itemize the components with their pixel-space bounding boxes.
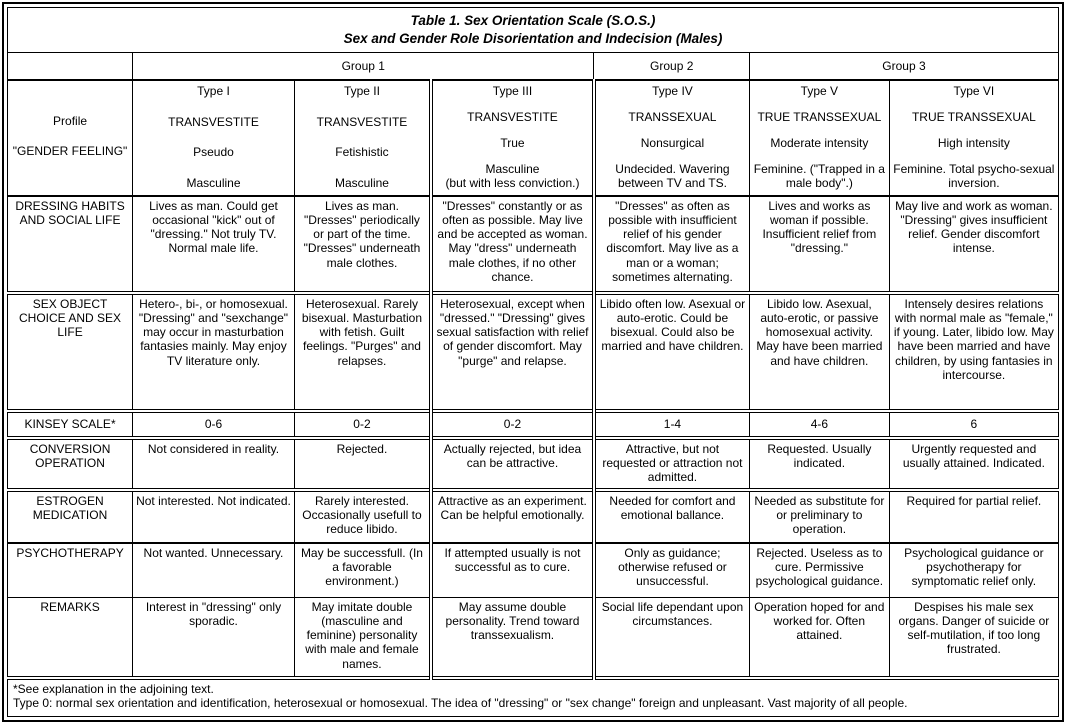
table-cell: Needed as substitute for or preliminary to operation. [749,490,889,543]
table-cell: If attempted usually is not successful as to cure. [431,543,594,598]
type-feeling-line-1: Masculine [485,161,540,176]
footnote-line-2: Type 0: normal sex orientation and identification, heterosexual or homosexual. The idea of "dressing" or "sex change" foreign and unpleasant. Vast majority of all people. [13,696,908,711]
type-feeling-line-1: Masculine [334,175,389,190]
table-cell: "Dresses" constantly or as often as possible. May live and be accepted as woman. May "dress" underneath male clothes, if no other chance. [431,196,594,293]
group-header-row [8,53,1059,81]
kinsey-cell: 0-2 [431,411,594,438]
table-cell: Attractive as an experiment. Can be helpful emotionally. [431,490,594,543]
footnote-line-1: *See explanation in the adjoining text. [13,682,214,696]
group-1-header: Group 1 [133,53,594,81]
type-feeling-line-1: Feminine. ("Trapped in a male body".) [753,161,885,190]
profile-type-6 [889,80,1058,196]
type-feeling [136,176,291,190]
table-cell: Heterosexual, except when "dressed." "Dressing" gives sexual satisfaction with relief of gender discomfort. May "purge" and relapse. [431,293,594,411]
type-name: TRANSVESTITE [316,114,408,129]
table-cell: Lives as man. "Dresses" periodically or part of the time. "Dresses" underneath male clothes. [294,196,431,293]
table-cell: May live and work as woman. "Dressing" gives insufficient relief. Gender discomfort intense. [889,196,1058,293]
table-cell: Libido low. Asexual, auto-erotic, or passive homosexual activity. May have been married and have children. [749,293,889,411]
type-heading: Type III [492,84,533,98]
profile-type-5 [749,80,889,196]
title-line-1: Table 1. Sex Orientation Scale (S.O.S.) [410,12,656,28]
kinsey-cell: 6 [889,411,1058,438]
table-cell: "Dresses" as often as possible with insufficient relief of his gender discomfort. May live as a man or a woman; sometimes alternating. [594,196,750,293]
type-feeling-line-2: (but with less conviction.) [445,175,580,190]
type-heading: Type II [343,84,380,98]
type-name: TRUE TRANSSEXUAL [911,109,1036,124]
sex-object-row [8,293,1059,411]
profile-type-1 [133,80,295,196]
profile-row-label [8,80,133,196]
footnotes [8,678,1059,717]
table-cell: Intensely desires relations with normal male as "female," if young. Later, libido low. May have been married and have children, by using fantasies in intercourse. [889,293,1058,411]
table-cell: Despises his male sex organs. Danger of suicide or self-mutilation, if too long frustrated. [889,598,1058,679]
type-name: TRUE TRANSSEXUAL [757,109,882,124]
type-subtype: Pseudo [193,145,234,160]
remarks-row [8,598,1059,679]
table-cell: Actually rejected, but idea can be attractive. [431,438,594,490]
profile-row [8,80,1059,196]
type-heading: Type IV [652,84,693,98]
row-label-sex-object: SEX OBJECT CHOICE AND SEX LIFE [8,293,133,411]
table-cell: May imitate double (masculine and feminine) personality with male and female names. [294,598,431,679]
profile-type-2 [294,80,431,196]
table-cell: Social life dependant upon circumstances. [594,598,750,679]
group-2-header: Group 2 [594,53,750,81]
table-cell: Not interested. Not indicated. [133,490,295,543]
type-feeling-line-1: Feminine. Total psycho-sexual inversion. [893,161,1055,190]
kinsey-cell: 4-6 [749,411,889,438]
table-cell: Lives as man. Could get occasional "kick" out of "dressing." Not truly TV. Normal male life. [133,196,295,293]
row-label-remarks: REMARKS [8,598,133,679]
title-line-2: Sex and Gender Role Disorientation and Indecision (Males) [343,31,723,46]
type-feeling [436,162,589,190]
type-name: TRANSSEXUAL [628,109,717,124]
type-feeling [893,162,1055,190]
row-label-kinsey-scale: KINSEY SCALE* [8,411,133,438]
sos-table [7,7,1059,717]
table-cell: Rejected. Useless as to cure. Permissive psychological guidance. [749,543,889,598]
table-cell: Libido often low. Asexual or auto-erotic. Could be bisexual. Could also be married and have children. [594,293,750,411]
type-subtype: Moderate intensity [770,135,869,150]
type-feeling [298,176,426,190]
table-cell: Operation hoped for and worked for. Often attained. [749,598,889,679]
table-cell: Hetero-, bi-, or homosexual. "Dressing" and "sexchange" may occur in masturbation fantasies mainly. May enjoy TV literature only. [133,293,295,411]
table-cell: Interest in "dressing" only sporadic. [133,598,295,679]
table-cell: Requested. Usually indicated. [749,438,889,490]
title-row [8,8,1059,53]
table-cell: Rarely interested. Occasionally usefull to reduce libido. [294,490,431,543]
type-heading: Type I [197,84,230,98]
type-feeling [599,162,746,190]
table-cell: Lives and works as woman if possible. Insufficient relief from "dressing." [749,196,889,293]
table-cell: Rejected. [294,438,431,490]
row-label-psychotherapy: PSYCHOTHERAPY [8,543,133,598]
table-cell: Needed for comfort and emotional ballance. [594,490,750,543]
row-label-dressing-habits: DRESSING HABITS AND SOCIAL LIFE [8,196,133,293]
estrogen-medication-row [8,490,1059,543]
kinsey-cell: 0-2 [294,411,431,438]
psychotherapy-row [8,543,1059,598]
type-subtype: True [500,135,525,150]
type-feeling [753,162,886,190]
footnote-row [8,678,1059,717]
corner-cell [8,53,133,81]
table-frame [2,2,1064,722]
table-cell: Not considered in reality. [133,438,295,490]
type-name: TRANSVESTITE [467,109,558,124]
table-cell: Only as guidance; otherwise refused or unsuccessful. [594,543,750,598]
kinsey-cell: 1-4 [594,411,750,438]
type-subtype: Fetishistic [335,145,389,160]
table-cell: May assume double personality. Trend toward transsexualism. [431,598,594,679]
table-cell: Not wanted. Unnecessary. [133,543,295,598]
gender-feeling-label: "GENDER FEELING" [12,143,128,158]
type-name: TRANSVESTITE [168,114,259,129]
profile-label: Profile [53,114,88,129]
type-subtype: High intensity [937,135,1010,150]
group-3-header: Group 3 [749,53,1058,81]
table-cell: Urgently requested and usually attained. Indicated. [889,438,1058,490]
table-cell: Required for partial relief. [889,490,1058,543]
kinsey-scale-row [8,411,1059,438]
type-heading: Type V [800,84,839,98]
conversion-operation-row [8,438,1059,490]
dressing-habits-row [8,196,1059,293]
type-feeling-line-1: Masculine [186,175,241,190]
type-subtype: Nonsurgical [640,135,705,150]
table-cell: Attractive, but not requested or attraction not admitted. [594,438,750,490]
row-label-conversion-operation: CONVERSION OPERATION [8,438,133,490]
table-cell: Psychological guidance or psychotherapy for symptomatic relief only. [889,543,1058,598]
row-label-estrogen-medication: ESTROGEN MEDICATION [8,490,133,543]
table-title [8,8,1059,53]
profile-type-3 [431,80,594,196]
profile-type-4 [594,80,750,196]
type-heading: Type VI [953,84,995,98]
table-cell: May be successfull. (In a favorable environment.) [294,543,431,598]
type-feeling-line-1: Undecided. Wavering between TV and TS. [615,161,730,190]
table-cell: Heterosexual. Rarely bisexual. Masturbation with fetish. Guilt feelings. "Purges" and relapses. [294,293,431,411]
kinsey-cell: 0-6 [133,411,295,438]
